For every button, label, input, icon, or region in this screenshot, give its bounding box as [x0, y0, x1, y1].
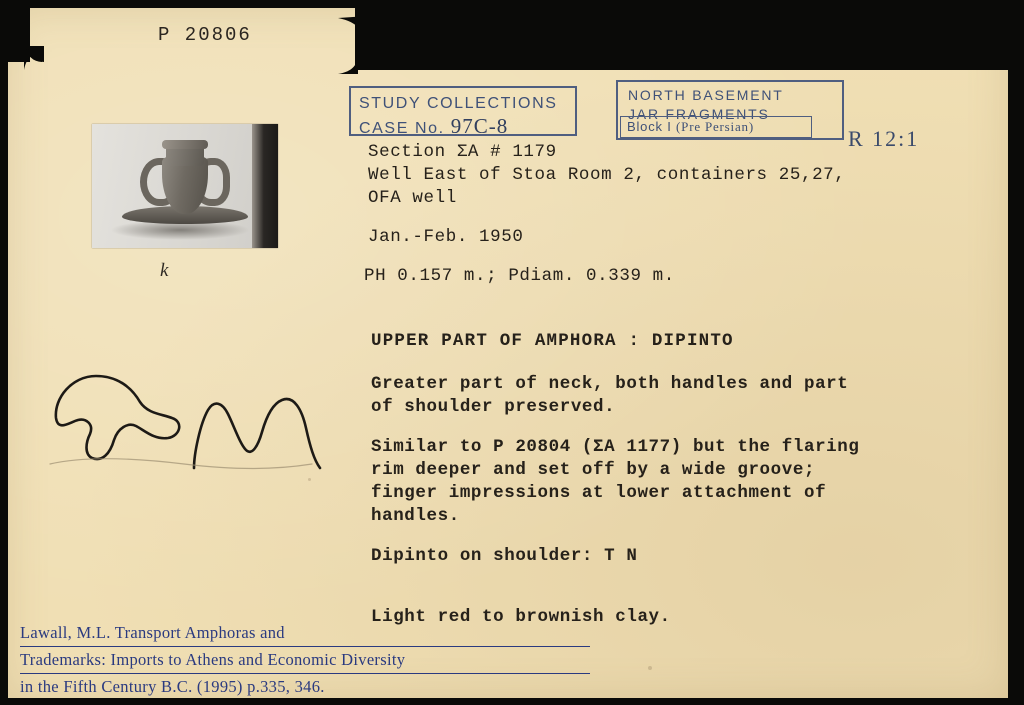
stamp-north-line1: NORTH BASEMENT [628, 87, 784, 103]
catalog-card [8, 8, 1008, 698]
record-comparandum-line2: rim deeper and set off by a wide groove; [371, 460, 816, 480]
record-section: Section ΣA # 1179 [368, 142, 557, 162]
stamp-study-line1: STUDY COLLECTIONS [359, 95, 558, 112]
stamp-block-box [620, 116, 812, 138]
citation-line-3: in the Fifth Century B.C. (1995) p.335, 346. [20, 677, 325, 696]
amphora-rim [162, 140, 208, 149]
stamp-block-note: (Pre Persian) [676, 119, 754, 134]
record-comparandum-line4: handles. [371, 506, 460, 526]
record-dipinto: Dipinto on shoulder: T N [371, 546, 638, 566]
record-comparandum-line3: finger impressions at lower attachment of [371, 483, 827, 503]
record-date: Jan.-Feb. 1950 [368, 227, 524, 247]
record-clay: Light red to brownish clay. [371, 607, 671, 627]
citation-line-1: Lawall, M.L. Transport Amphoras and [20, 620, 590, 647]
stamp-case-value: 97C-8 [450, 114, 509, 138]
record-wellcontext: Well East of Stoa Room 2, containers 25,27, [368, 165, 846, 185]
pencil-doodle-sketch [44, 358, 334, 493]
paper-speck [308, 478, 311, 481]
stamp-north-line2: JAR FRAGMENTS [628, 106, 770, 122]
record-description-line1: Greater part of neck, both handles and part [371, 374, 849, 394]
folder-cut-right [355, 8, 1008, 70]
stamp-study-line2 [359, 115, 575, 140]
record-dimensions: PH 0.157 m.; Pdiam. 0.339 m. [364, 266, 675, 286]
citation-line-2: Trademarks: Imports to Athens and Economic Diversity [20, 647, 590, 674]
record-comparandum-line1: Similar to P 20804 (ΣA 1177) but the flaring [371, 437, 860, 457]
amphora-photograph [92, 124, 278, 248]
photo-dark-edge [252, 124, 278, 248]
pencil-inventory-number: P 20806 [158, 24, 252, 46]
record-title: UPPER PART OF AMPHORA : DIPINTO [371, 331, 734, 351]
stamp-study-collections [349, 86, 577, 136]
stamp-block-label: Block I [627, 119, 672, 134]
handwritten-citation [20, 620, 590, 699]
record-description-line2: of shoulder preserved. [371, 397, 616, 417]
pencil-mark-k: k [160, 260, 169, 281]
record-wellcontext-2: OFA well [368, 188, 457, 208]
stamp-case-label: CASE No. [359, 120, 445, 137]
scale-ratio-annotation: R 12:1 [848, 126, 920, 151]
paper-speck [648, 666, 652, 670]
